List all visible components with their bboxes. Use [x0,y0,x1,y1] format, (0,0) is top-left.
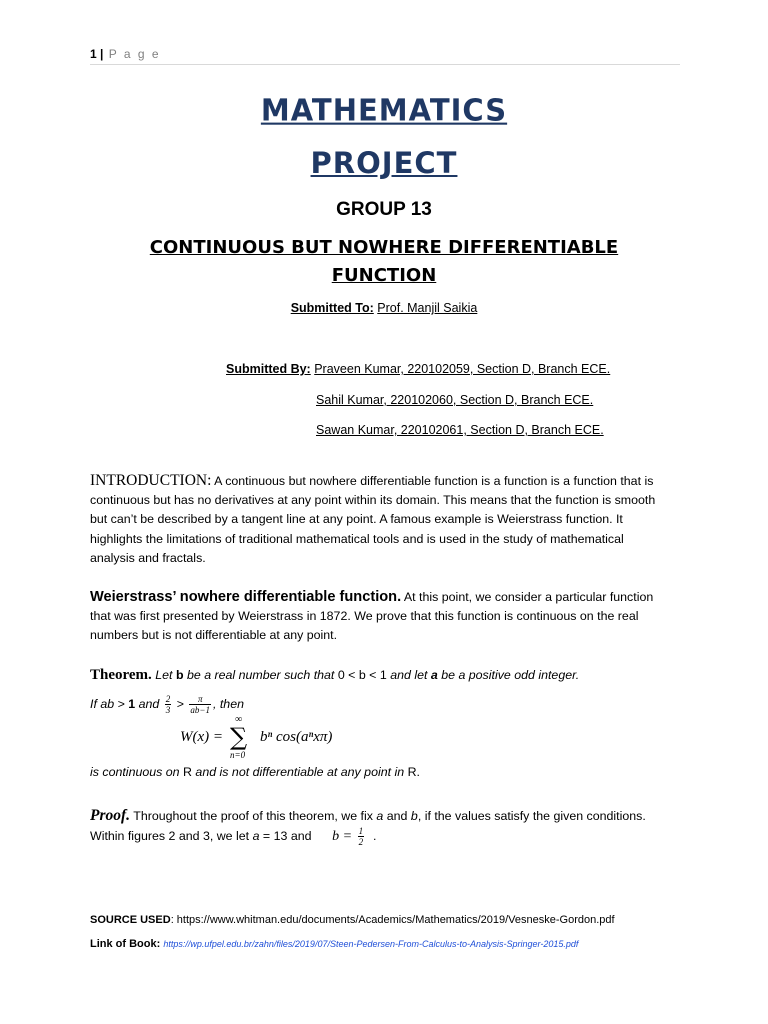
proof-period: . [372,828,377,843]
book-link[interactable]: https://wp.ufpel.edu.br/zahn/files/2019/07/Steen-Pedersen-From-Calculus-to-Analysis-Springer-2015.pdf [163,939,579,949]
title-line-1: MATHEMATICS [260,92,508,128]
theorem-text: and is not differentiable at any point in [195,765,405,779]
weierstrass-paragraph [90,588,668,646]
formula-rhs: bⁿ cos(aⁿxπ) [260,729,333,745]
submitted-by-row-3 [316,423,604,437]
theorem-heading: Theorem. [90,667,152,683]
source-label: SOURCE USED [90,914,171,926]
sum-symbol: ∑ [230,723,248,751]
page-header [90,47,680,65]
theorem-text: If ab > [90,696,125,711]
member-2: Sahil Kumar, 220102060, Section D, Branch ECE. [316,393,594,407]
proof-text: = 13 and [262,828,312,843]
submitted-to [0,301,768,315]
theorem-line-3 [90,765,690,779]
weierstrass-text: At this point, we consider a particular function that was first presented by Weierstrass in 1872. We prove that this function is continuous on the real numbers but is not differentiable at any point. [90,590,654,643]
fraction-numerator: π [189,694,211,705]
submitted-by-label: Submitted By: [226,362,311,376]
theorem-text: and let [390,668,428,682]
real-numbers-symbol: R [407,765,417,779]
fraction-one-half [358,826,365,847]
fraction-denominator: 2 [358,837,364,848]
submitted-to-name: Prof. Manjil Saikia [377,301,478,315]
proof-b-equals: b = [332,828,353,844]
theorem-text: is continuous on [90,765,180,779]
real-numbers-symbol: R [183,765,192,779]
theorem-text: be a real number such that [186,668,335,682]
page-number: 1 [90,47,97,61]
theorem-period: . [416,765,420,779]
proof-text: Throughout the proof of this theorem, we fix [133,809,373,823]
subtitle-line-2: FUNCTION [331,265,437,286]
theorem-text: and [138,696,160,711]
submitted-to-label: Submitted To: [290,301,374,315]
weierstrass-formula [180,712,380,762]
group-label: GROUP 13 [336,199,432,220]
submitted-by-row-1 [226,362,610,376]
theorem-text: Let [155,668,173,682]
subtitle-line-1: CONTINUOUS BUT NOWHERE DIFFERENTIABLE [149,237,619,258]
proof-var-b: b [410,809,418,823]
theorem-var-a: a [430,668,438,682]
fraction-two-thirds [165,694,172,715]
fraction-numerator: 2 [165,694,171,704]
proof-heading: Proof. [90,807,131,824]
proof-text: and [386,809,408,823]
introduction-text: A continuous but nowhere differentiable function is a function is a function that is continuous but has no derivatives at any point within its domain. This means that the function is smooth but can’t be described by a tangent line at any point. A famous example is Weierstrass function. It highlights the limitations of traditional mathematical tools and is used in the study of mathematical analysis and fractals. [90,474,656,565]
theorem-line-1 [90,667,690,684]
submitted-by-row-2 [316,393,593,407]
introduction-heading: INTRODUCTION: [90,472,212,489]
member-1: Praveen Kumar, 220102059, Section D, Branch ECE. [314,362,611,376]
proof-var-a: a [252,828,260,843]
introduction-paragraph [90,471,668,568]
theorem-condition: 0 < b < 1 [337,668,387,682]
source-url[interactable]: : https://www.whitman.edu/documents/Academics/Mathematics/2019/Vesneske-Gordon.pdf [170,914,615,926]
book-link-row [90,938,578,950]
greater-than-sign: > [176,696,184,711]
fraction-denominator: 3 [165,705,171,715]
header-separator: | [100,47,104,61]
theorem-text: be a positive odd integer. [441,668,580,682]
fraction-numerator: 1 [358,826,364,837]
book-label: Link of Book: [90,938,161,950]
proof-var-a: a [376,809,384,823]
source-used [90,914,615,926]
member-3: Sawan Kumar, 220102061, Section D, Branch ECE. [316,423,604,437]
fraction-denominator: ab−1 [190,705,210,715]
weierstrass-heading: Weierstrass’ nowhere differentiable function. [90,589,402,605]
sum-lower-limit: n=0 [230,750,246,760]
proof-paragraph [90,806,668,847]
theorem-var-b: b [175,668,184,682]
sum-upper-limit: ∞ [235,714,243,725]
title-line-2: PROJECT [310,146,458,180]
theorem-text: , then [212,696,244,711]
page-label: P a g e [108,47,161,61]
proof-text: , if the values satisfy the given conditions. Within figures 2 and 3, we let [90,809,646,843]
theorem-one: 1 [128,696,136,711]
formula-lhs: W(x) = [180,729,224,745]
